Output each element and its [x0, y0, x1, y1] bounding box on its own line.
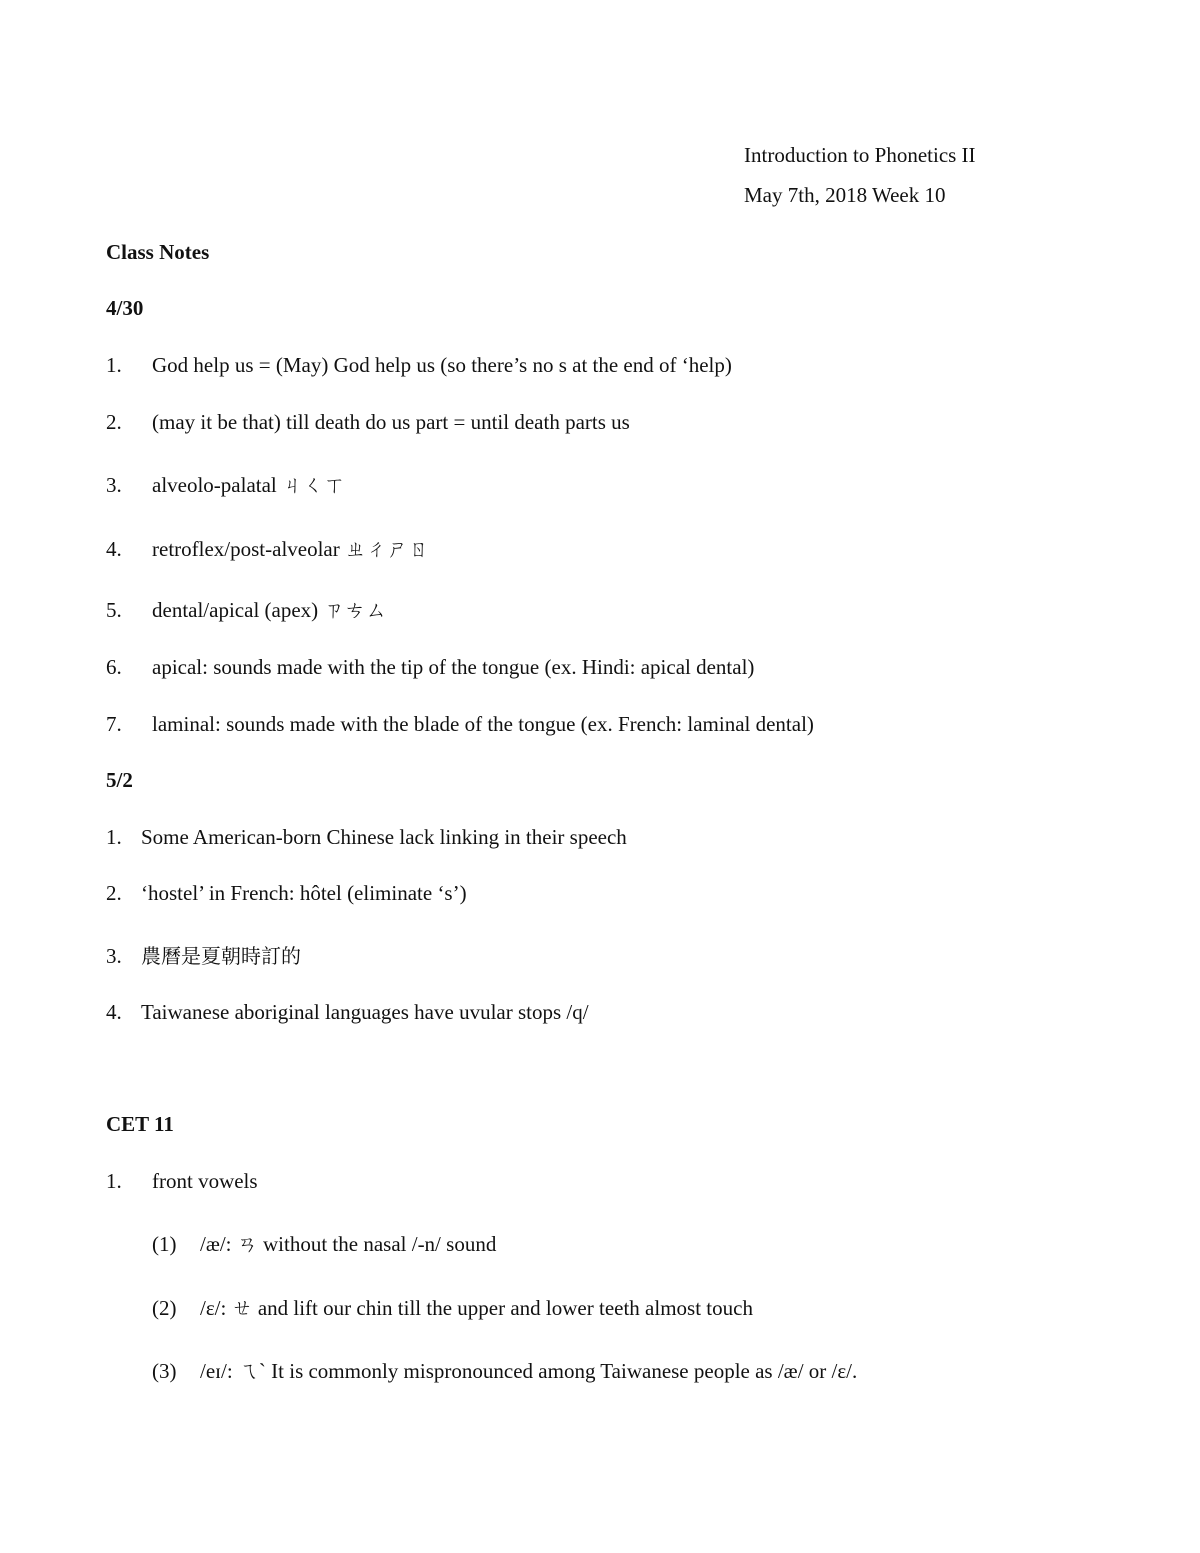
list-number: 4.	[106, 537, 122, 561]
list-number: 1.	[106, 825, 122, 849]
list-number: 5.	[106, 598, 122, 622]
class-notes-heading: Class Notes	[106, 240, 210, 264]
list-item	[106, 353, 732, 378]
list-item	[106, 533, 429, 563]
sub-list-text: /æ/: ㄢ without the nasal /-n/ sound	[200, 1232, 497, 1256]
list-text: 農曆是夏朝時訂的	[141, 944, 301, 968]
list-item	[106, 712, 814, 737]
list-number: 1.	[106, 353, 122, 377]
sub-list-item	[152, 1292, 753, 1322]
list-text: alveolo-palatal ㄐㄑㄒ	[152, 473, 346, 497]
list-text: Taiwanese aboriginal languages have uvular stops /q/	[141, 1000, 589, 1024]
list-item	[106, 469, 345, 499]
list-number: 1.	[106, 1169, 122, 1193]
section-heading-4-30: 4/30	[106, 296, 144, 320]
sub-list-item	[152, 1228, 496, 1258]
course-title: Introduction to Phonetics II	[744, 143, 976, 167]
sub-list-item	[152, 1355, 857, 1385]
list-item	[106, 655, 754, 680]
list-number: 6.	[106, 655, 122, 679]
list-text: laminal: sounds made with the blade of the tongue (ex. French: laminal dental)	[152, 712, 814, 736]
list-number: 2.	[106, 881, 122, 905]
list-number: 4.	[106, 1000, 122, 1024]
list-text: dental/apical (apex) ㄗㄘㄙ	[152, 598, 387, 622]
list-text: (may it be that) till death do us part = until death parts us	[152, 410, 630, 434]
list-number: 7.	[106, 712, 122, 736]
list-number: 2.	[106, 410, 122, 434]
list-item	[106, 940, 301, 969]
list-text: front vowels	[152, 1169, 258, 1193]
sub-list-number: (2)	[152, 1296, 177, 1320]
list-text: God help us = (May) God help us (so there’s no s at the end of ‘help)	[152, 353, 732, 377]
sub-list-text: /ɛ/: ㄝ and lift our chin till the upper and lower teeth almost touch	[200, 1296, 753, 1320]
list-text: apical: sounds made with the tip of the tongue (ex. Hindi: apical dental)	[152, 655, 755, 679]
list-number: 3.	[106, 944, 122, 968]
list-text: Some American-born Chinese lack linking in their speech	[141, 825, 627, 849]
list-text: ‘hostel’ in French: hôtel (eliminate ‘s’)	[141, 881, 467, 905]
sub-list-text: /eɪ/: ㄟˋ It is commonly mispronounced among Taiwanese people as /æ/ or /ɛ/.	[200, 1359, 858, 1383]
list-item	[106, 594, 386, 624]
list-item	[106, 410, 630, 435]
section-heading-5-2: 5/2	[106, 768, 133, 792]
sub-list-number: (1)	[152, 1232, 177, 1256]
list-text: retroflex/post-alveolar ㄓㄔㄕㄖ	[152, 537, 429, 561]
list-number: 3.	[106, 473, 122, 497]
sub-list-number: (3)	[152, 1359, 177, 1383]
list-item	[106, 1169, 258, 1194]
list-item	[106, 825, 627, 850]
cet-heading: CET 11	[106, 1112, 174, 1136]
lecture-date: May 7th, 2018 Week 10	[744, 183, 946, 207]
list-item	[106, 1000, 589, 1025]
list-item	[106, 881, 467, 906]
